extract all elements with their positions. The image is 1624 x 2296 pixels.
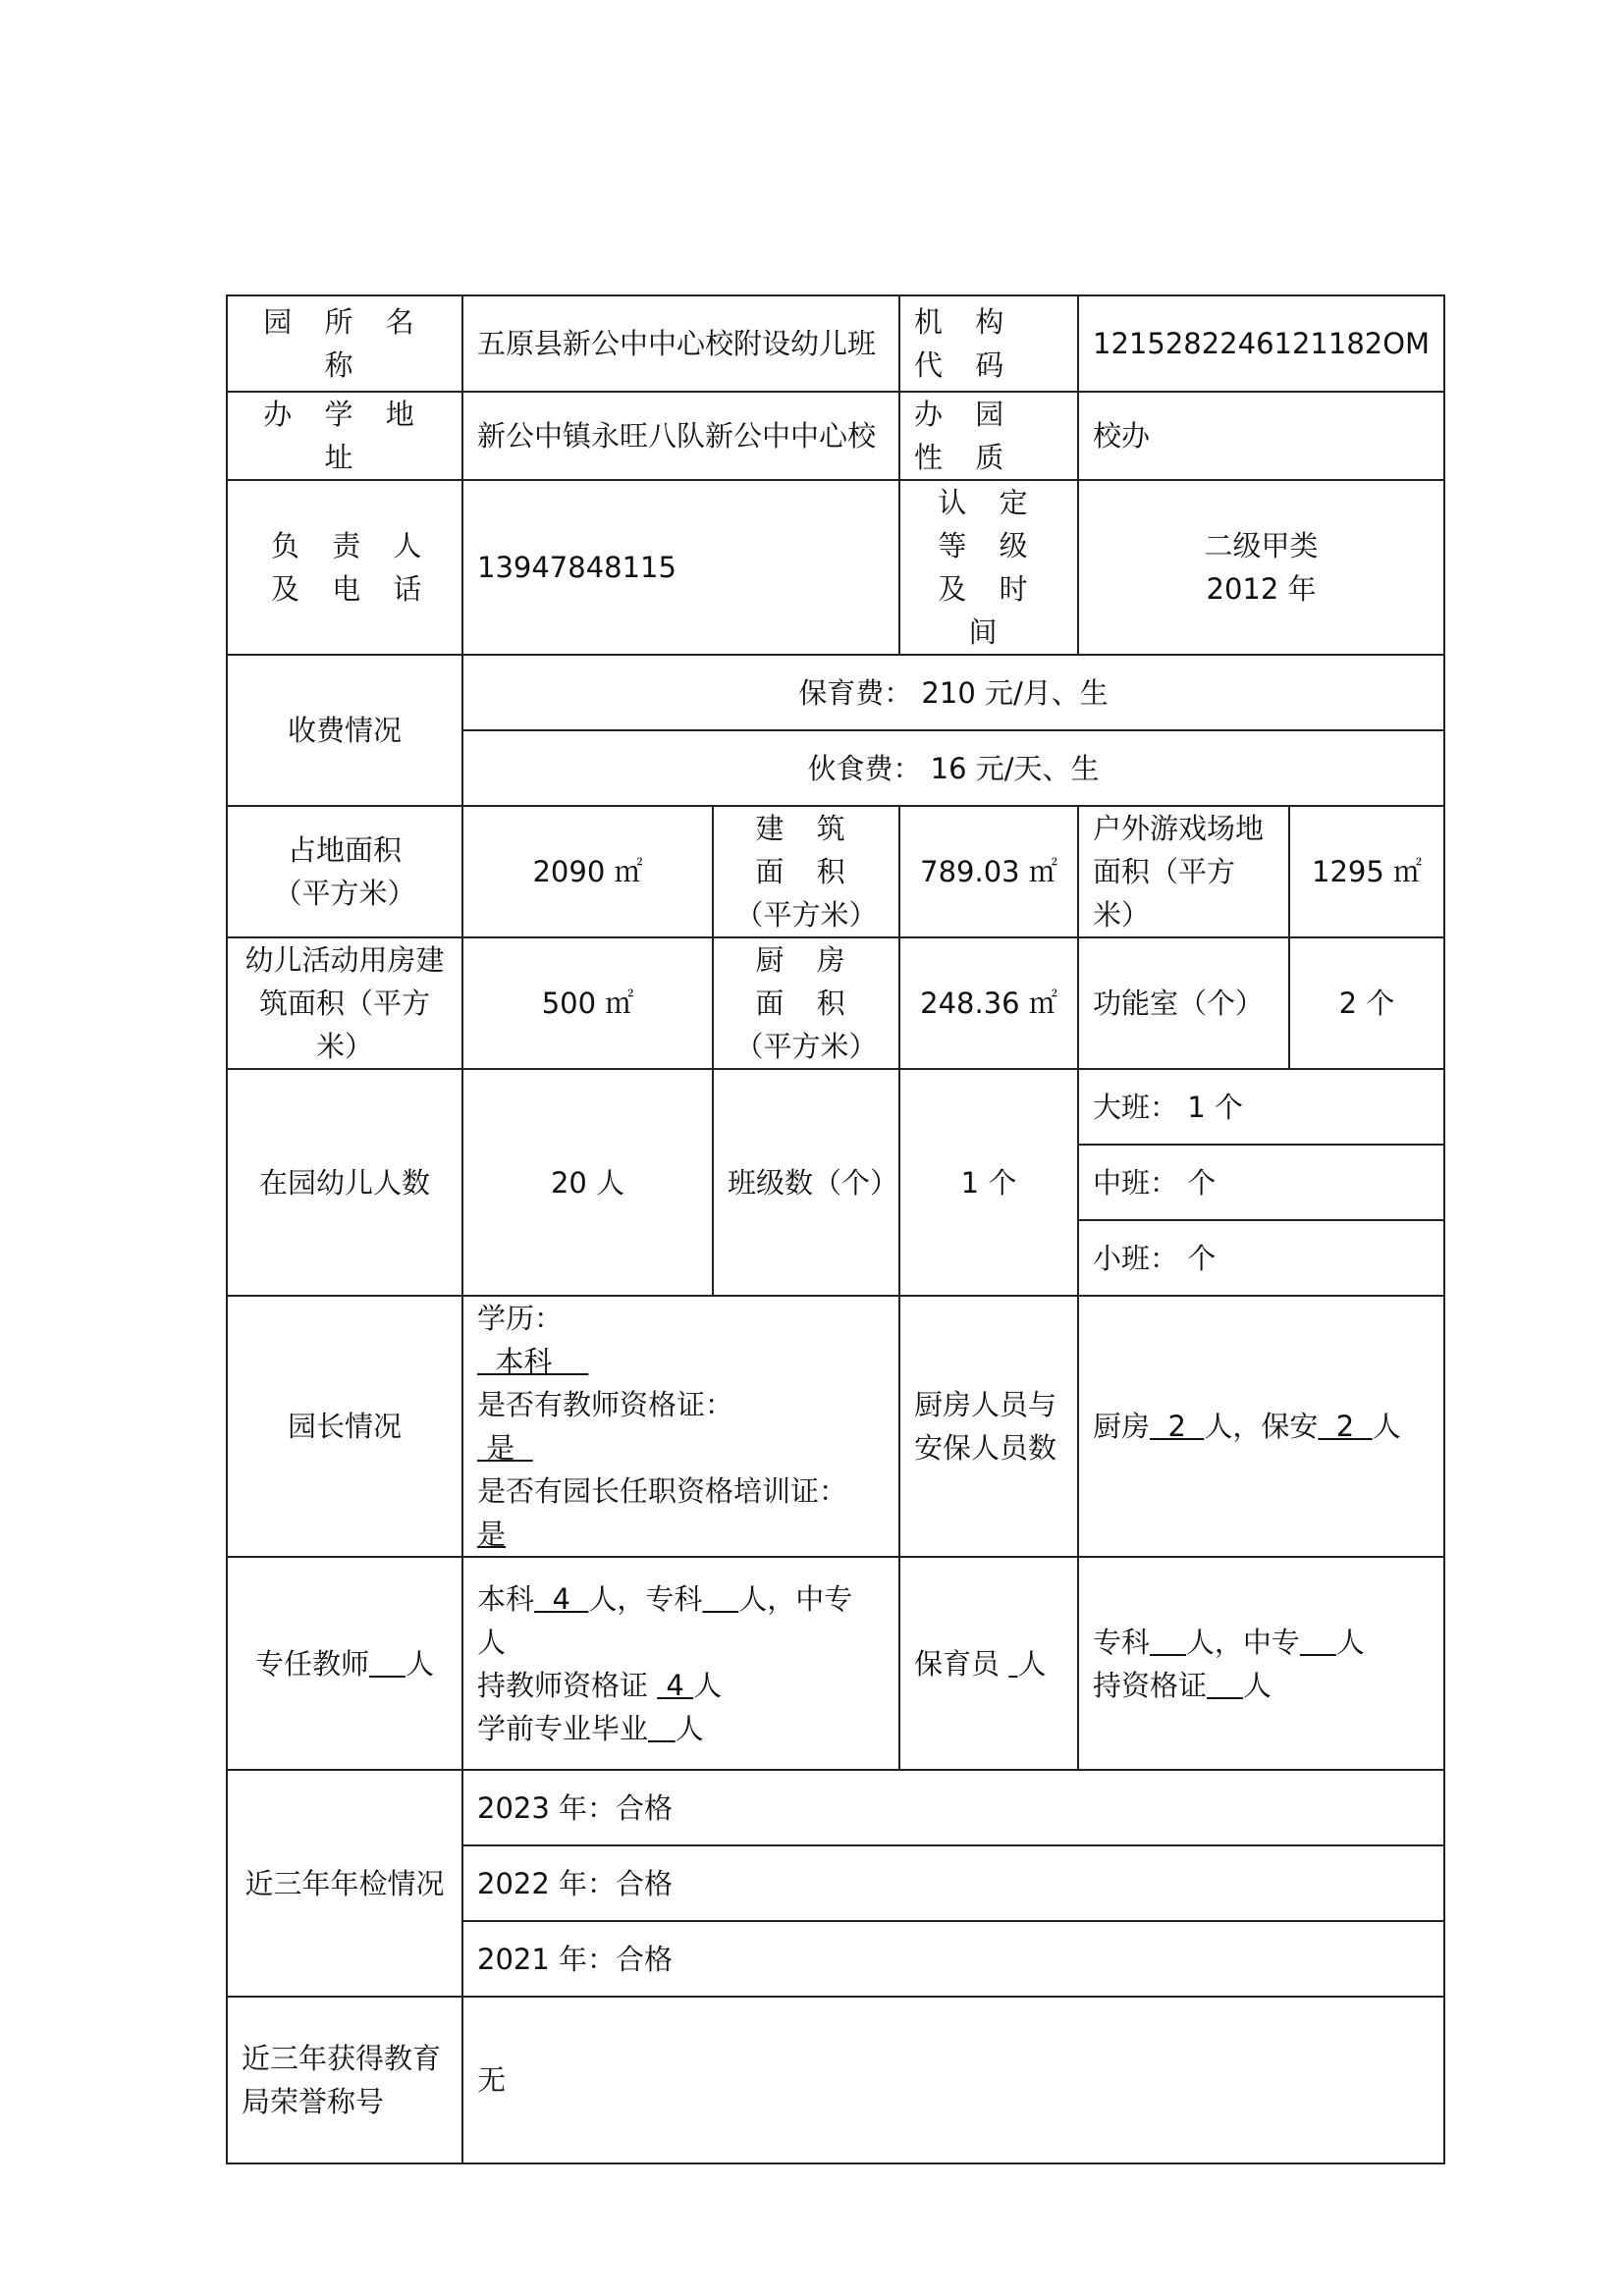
director-training-cert: 是 bbox=[477, 1518, 507, 1551]
kindergarten-info-table bbox=[226, 294, 1445, 2164]
function-rooms: 2 个 bbox=[1289, 937, 1444, 1069]
honor: 无 bbox=[462, 1997, 1444, 2163]
row-director bbox=[227, 1296, 1444, 1557]
org-code: 1215282246121182OM bbox=[1078, 295, 1444, 392]
row-address bbox=[227, 392, 1444, 480]
phone: 13947848115 bbox=[462, 480, 899, 655]
teacher-info: 本科 4 人，专科 人，中专 人 持教师资格证 4 人 学前专业毕业 人 bbox=[462, 1557, 899, 1770]
label-address: 办 学 地 址 bbox=[227, 392, 462, 480]
row-teachers bbox=[227, 1557, 1444, 1770]
kitchen-area: 248.36 ㎡ bbox=[899, 937, 1078, 1069]
class-count: 1 个 bbox=[899, 1069, 1078, 1296]
label-nurses: 保育员 人 bbox=[899, 1557, 1078, 1770]
row-kids-big bbox=[227, 1069, 1444, 1145]
type: 校办 bbox=[1078, 392, 1444, 480]
label-teachers: 专任教师 人 bbox=[227, 1557, 462, 1770]
label-outdoor-area: 户外游戏场地 面积（平方米） bbox=[1078, 806, 1289, 937]
label-type: 办 园 性 质 bbox=[899, 392, 1078, 480]
director-teacher-cert: 是 bbox=[477, 1431, 533, 1465]
row-inspect-2023 bbox=[227, 1770, 1444, 1845]
guard-count: 2 bbox=[1318, 1410, 1373, 1443]
level: 二级甲类 2012 年 bbox=[1078, 480, 1444, 655]
label-kitchen-area: 厨 房 面 积 （平方米） bbox=[713, 937, 899, 1069]
row-name bbox=[227, 295, 1444, 392]
label-org-code: 机 构 代 码 bbox=[899, 295, 1078, 392]
label-name: 园 所 名 称 bbox=[227, 295, 462, 392]
label-build-area: 建 筑 面 积 （平方米） bbox=[713, 806, 899, 937]
build-area: 789.03 ㎡ bbox=[899, 806, 1078, 937]
outdoor-area: 1295 ㎡ bbox=[1289, 806, 1444, 937]
label-function-rooms: 功能室（个） bbox=[1078, 937, 1289, 1069]
activity-area: 500 ㎡ bbox=[462, 937, 713, 1069]
row-area bbox=[227, 806, 1444, 937]
label-director: 园长情况 bbox=[227, 1296, 462, 1557]
label-honor: 近三年获得教育 局荣誉称号 bbox=[227, 1997, 462, 2163]
inspect-2022: 2022 年：合格 bbox=[462, 1845, 1444, 1921]
row-rooms bbox=[227, 937, 1444, 1069]
label-activity-area: 幼儿活动用房建 筑面积（平方米） bbox=[227, 937, 462, 1069]
inspect-2021: 2021 年：合格 bbox=[462, 1921, 1444, 1997]
kitchen-staff-count: 2 bbox=[1150, 1410, 1205, 1443]
staff-counts: 厨房 2 人，保安 2 人 bbox=[1078, 1296, 1444, 1557]
label-level: 认 定 等 级 及 时 间 bbox=[899, 480, 1078, 655]
mid-class: 中班： 个 bbox=[1078, 1145, 1444, 1220]
small-class: 小班： 个 bbox=[1078, 1220, 1444, 1296]
row-contact bbox=[227, 480, 1444, 655]
label-kids: 在园幼儿人数 bbox=[227, 1069, 462, 1296]
label-class-count: 班级数（个） bbox=[713, 1069, 899, 1296]
label-inspect: 近三年年检情况 bbox=[227, 1770, 462, 1997]
kindergarten-name: 五原县新公中中心校附设幼儿班 bbox=[462, 295, 899, 392]
care-fee: 保育费： 210 元/月、生 bbox=[462, 655, 1444, 730]
label-fees: 收费情况 bbox=[227, 655, 462, 806]
nurse-info: 专科 人，中专 人 持资格证 人 bbox=[1078, 1557, 1444, 1770]
label-staff: 厨房人员与 安保人员数 bbox=[899, 1296, 1078, 1557]
row-fee-care bbox=[227, 655, 1444, 730]
land-area: 2090 ㎡ bbox=[462, 806, 713, 937]
big-class: 大班： 1 个 bbox=[1078, 1069, 1444, 1145]
address: 新公中镇永旺八队新公中中心校 bbox=[462, 392, 899, 480]
row-honor bbox=[227, 1997, 1444, 2163]
label-land-area: 占地面积 （平方米） bbox=[227, 806, 462, 937]
director-education: 本科 bbox=[477, 1345, 589, 1378]
kids-count: 20 人 bbox=[462, 1069, 713, 1296]
label-contact: 负 责 人 及 电 话 bbox=[227, 480, 462, 655]
director-info: 学历： 本科 是否有教师资格证： 是 是否有园长任职资格培训证： 是 bbox=[462, 1296, 899, 1557]
meal-fee: 伙食费： 16 元/天、生 bbox=[462, 730, 1444, 806]
inspect-2023: 2023 年：合格 bbox=[462, 1770, 1444, 1845]
